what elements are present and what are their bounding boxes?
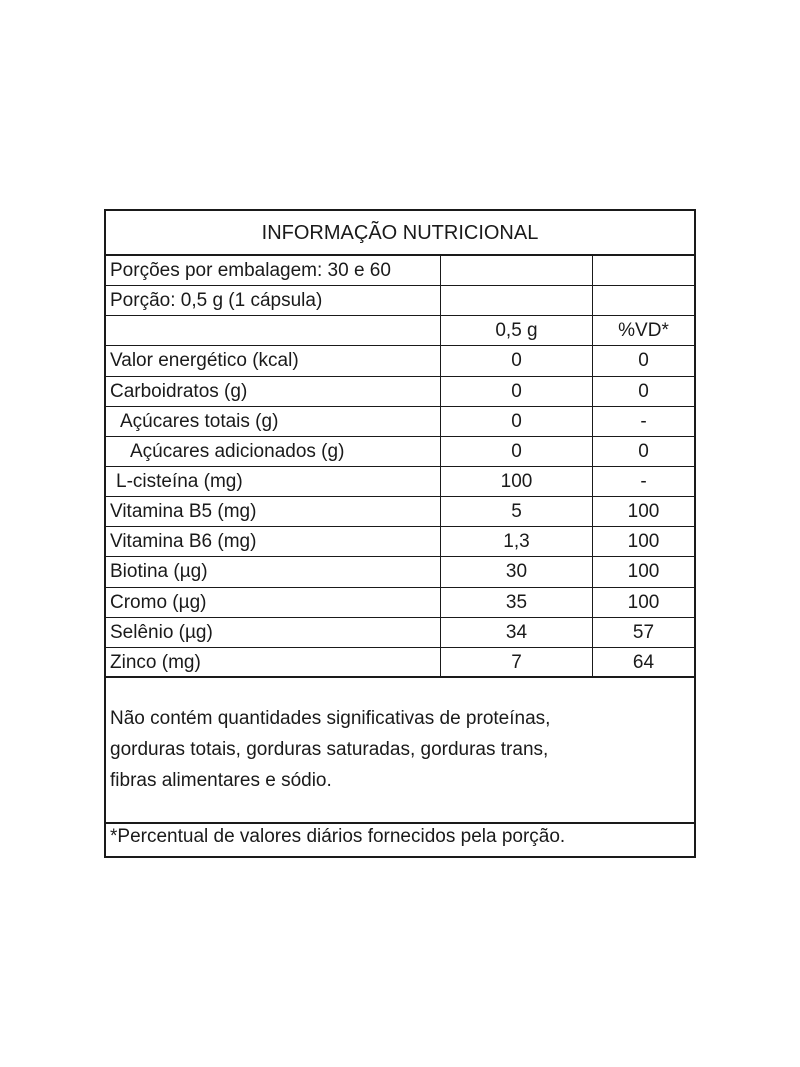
table-row <box>106 377 694 407</box>
column-header-label <box>106 316 441 345</box>
nutrient-label: Açúcares adicionados (g) <box>106 437 441 466</box>
nutrient-amount: 0 <box>441 377 593 406</box>
table-row <box>106 557 694 587</box>
nutrient-amount: 100 <box>441 467 593 496</box>
nutrient-vd: 100 <box>627 591 660 613</box>
table-rows <box>106 256 694 678</box>
nutrient-label: Vitamina B6 (mg) <box>106 527 441 556</box>
serving-size-label: Porção: 0,5 g (1 cápsula) <box>106 286 441 315</box>
nutrient-label: Cromo (µg) <box>106 588 441 617</box>
table-title: INFORMAÇÃO NUTRICIONAL <box>106 211 694 256</box>
nutrient-vd: - <box>640 410 647 432</box>
table-row <box>106 618 694 648</box>
note-line: gorduras totais, gorduras saturadas, gorduras trans, <box>110 738 549 760</box>
nutrient-label: Carboidratos (g) <box>106 377 441 406</box>
table-row <box>106 407 694 437</box>
column-header-row <box>106 316 694 346</box>
nutrient-vd: 0 <box>638 440 649 462</box>
nutrient-amount: 0 <box>441 437 593 466</box>
nutrient-label: Vitamina B5 (mg) <box>106 497 441 526</box>
table-row <box>106 527 694 557</box>
daily-value-footnote: *Percentual de valores diários fornecidos pela porção. <box>110 825 566 847</box>
nutrient-label: Selênio (µg) <box>106 618 441 647</box>
table-row <box>106 497 694 527</box>
servings-per-package-label: Porções por embalagem: 30 e 60 <box>106 256 441 285</box>
nutrient-amount: 5 <box>441 497 593 526</box>
note-line: fibras alimentares e sódio. <box>110 769 332 791</box>
servings-per-package-c3 <box>593 256 694 285</box>
nutrient-vd: 100 <box>627 501 660 523</box>
nutrient-amount: 1,3 <box>441 527 593 556</box>
nutrient-vd: 100 <box>627 531 660 553</box>
column-header-amount: 0,5 g <box>441 316 593 345</box>
nutrient-vd: 64 <box>632 651 655 673</box>
nutrient-amount: 34 <box>441 618 593 647</box>
disclaimer-note <box>106 678 694 824</box>
nutrient-label: L-cisteína (mg) <box>106 467 441 496</box>
nutrient-vd: - <box>640 470 647 492</box>
column-header-vd: %VD* <box>618 320 669 342</box>
table-row <box>106 346 694 376</box>
table-row <box>106 648 694 678</box>
table-row <box>106 588 694 618</box>
nutrient-amount: 7 <box>441 648 593 676</box>
nutrition-facts-table <box>104 209 696 858</box>
table-row <box>106 437 694 467</box>
nutrient-label: Açúcares totais (g) <box>106 407 441 436</box>
nutrient-vd: 100 <box>627 561 660 583</box>
servings-per-package-row <box>106 256 694 286</box>
nutrient-amount: 0 <box>441 407 593 436</box>
nutrient-vd: 57 <box>632 621 655 643</box>
serving-size-c2 <box>441 286 593 315</box>
nutrient-label: Valor energético (kcal) <box>106 346 441 375</box>
nutrient-vd: 0 <box>638 380 649 402</box>
nutrient-amount: 0 <box>441 346 593 375</box>
serving-size-c3 <box>593 286 694 315</box>
nutrient-label: Zinco (mg) <box>106 648 441 676</box>
nutrient-amount: 30 <box>441 557 593 586</box>
nutrient-vd: 0 <box>638 350 649 372</box>
nutrient-amount: 35 <box>441 588 593 617</box>
note-line: Não contém quantidades significativas de proteínas, <box>110 707 551 729</box>
servings-per-package-c2 <box>441 256 593 285</box>
serving-size-row <box>106 286 694 316</box>
table-row <box>106 467 694 497</box>
nutrient-label: Biotina (µg) <box>106 557 441 586</box>
